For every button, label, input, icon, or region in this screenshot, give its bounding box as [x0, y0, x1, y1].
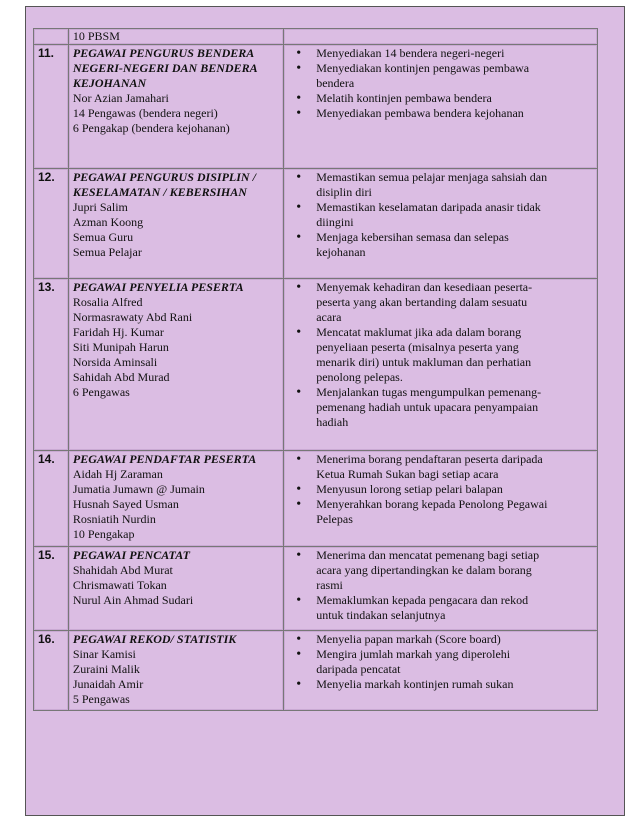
duties-list: [288, 452, 593, 527]
duties-cell: [284, 45, 598, 169]
committee-member: Nurul Ain Ahmad Sudari: [72, 593, 194, 607]
duties-list: [288, 46, 593, 121]
duties-cell: [284, 29, 598, 45]
committee-member: Sahidah Abd Murad: [72, 370, 170, 384]
duty-line: Ketua Rumah Sukan bagi setiap acara: [316, 467, 499, 481]
committee-title-line: PEGAWAI PENDAFTAR PESERTA: [72, 452, 257, 466]
duty-line: • Memastikan keselamatan daripada anasir tidak: [316, 200, 541, 214]
committee-member: Normasrawaty Abd Rani: [72, 310, 193, 324]
duty-line: • Menyemak kehadiran dan kesediaan peserta-: [316, 280, 533, 294]
members-text: 10 PBSM: [72, 29, 120, 43]
committee-title: [73, 280, 279, 295]
duty-line: • Menyusun lorong setiap pelari balapan: [316, 482, 503, 496]
duty-line: • Menyelia papan markah (Score board): [316, 632, 501, 646]
duty-item: [316, 647, 593, 677]
duty-line: kejohanan: [316, 245, 366, 259]
committee-title: [73, 452, 279, 467]
duty-line: • Menjaga kebersihan semasa dan selepas: [316, 230, 509, 244]
duty-item: [316, 61, 593, 91]
table-row: [34, 29, 598, 45]
duty-line: acara yang dipertandingkan ke dalam borang: [316, 563, 532, 577]
duty-line: bendera: [316, 76, 355, 90]
committee-member: Chrismawati Tokan: [72, 578, 167, 592]
duties-list: [288, 548, 593, 623]
duty-line: • Melatih kontinjen pembawa bendera: [316, 91, 492, 105]
committee-member: 6 Pengawas: [72, 385, 130, 399]
row-number: 15.: [34, 547, 69, 631]
committee-member: 5 Pengawas: [72, 692, 130, 706]
duty-line: • Memaklumkan kepada pengacara dan rekod: [316, 593, 529, 607]
duty-item: [316, 497, 593, 527]
committee-member: Rosniatih Nurdin: [72, 512, 156, 526]
committee-member: Semua Guru: [72, 230, 134, 244]
committee-member: Semua Pelajar: [72, 245, 142, 259]
committee-title-line: PEGAWAI PENYELIA PESERTA: [72, 280, 244, 294]
duty-line: • Mencatat maklumat jika ada dalam borang: [316, 325, 522, 339]
duties-list: [288, 280, 593, 430]
duty-item: [316, 91, 593, 106]
duty-line: acara: [316, 310, 342, 324]
committee-cell: [68, 169, 283, 279]
committee-member: 6 Pengakap (bendera kejohanan): [72, 121, 230, 135]
committee-member: Siti Munipah Harun: [72, 340, 169, 354]
committee-member: Junaidah Amir: [72, 677, 144, 691]
duty-item: [316, 280, 593, 325]
duty-line: daripada pencatat: [316, 662, 401, 676]
committee-member: Sinar Kamisi: [72, 647, 136, 661]
duty-item: [316, 593, 593, 623]
duties-list: [288, 632, 593, 692]
duty-item: [316, 385, 593, 430]
duties-cell: [284, 279, 598, 451]
committee-cell: [68, 451, 283, 547]
duty-line: • Mengira jumlah markah yang diperolehi: [316, 647, 511, 661]
committee-member: Jupri Salim: [72, 200, 128, 214]
duty-line: • Menjalankan tugas mengumpulkan pemenang-: [316, 385, 542, 399]
duty-line: pemenang hadiah untuk upacara penyampaian: [316, 400, 539, 414]
row-number: 13.: [34, 279, 69, 451]
committee-title: [73, 46, 279, 91]
table-row: [34, 451, 598, 547]
committee-cell: [68, 279, 283, 451]
duty-line: penyeliaan peserta (misalnya peserta yang: [316, 340, 519, 354]
committee-member: Jumatia Jumawn @ Jumain: [72, 482, 205, 496]
committee-member: Husnah Sayed Usman: [72, 497, 179, 511]
table-row: [34, 45, 598, 169]
duty-line: • Menyediakan pembawa bendera kejohanan: [316, 106, 524, 120]
duties-cell: [284, 169, 598, 279]
committee-title-line: NEGERI-NEGERI DAN BENDERA: [72, 61, 258, 75]
duty-item: [316, 230, 593, 260]
committee-title-line: PEGAWAI REKOD/ STATISTIK: [72, 632, 237, 646]
duty-line: diingini: [316, 215, 354, 229]
row-number-cell: [34, 29, 69, 45]
table-row: [34, 169, 598, 279]
duty-item: [316, 482, 593, 497]
committee-title: [73, 170, 279, 200]
committee-members-cell: [68, 29, 283, 45]
duty-line: menarik diri) untuk makluman dan perhatian: [316, 355, 532, 369]
duty-item: [316, 170, 593, 200]
duty-item: [316, 548, 593, 593]
duties-list: [288, 170, 593, 260]
committee-cell: [68, 45, 283, 169]
committee-title-line: KEJOHANAN: [72, 76, 147, 90]
duty-line: hadiah: [316, 415, 349, 429]
committee-member: Aidah Hj Zaraman: [72, 467, 163, 481]
duty-item: [316, 106, 593, 121]
duties-cell: [284, 451, 598, 547]
duty-line: untuk tindakan selanjutnya: [316, 608, 446, 622]
committee-title-line: PEGAWAI PENCATAT: [72, 548, 190, 562]
duty-item: [316, 677, 593, 692]
row-number: 11.: [34, 45, 69, 169]
duty-item: [316, 452, 593, 482]
duty-line: • Menyerahkan borang kepada Penolong Pegawai: [316, 497, 548, 511]
committee-title: [73, 548, 279, 563]
table-row: [34, 631, 598, 711]
table-row: [34, 279, 598, 451]
row-number: 14.: [34, 451, 69, 547]
duty-line: Pelepas: [316, 512, 353, 526]
duty-item: [316, 632, 593, 647]
duty-line: • Menyediakan kontinjen pengawas pembawa: [316, 61, 530, 75]
committee-member: Norsida Aminsali: [72, 355, 158, 369]
duty-line: • Menyediakan 14 bendera negeri-negeri: [316, 46, 505, 60]
committee-cell: [68, 547, 283, 631]
duty-line: penolong pelepas.: [316, 370, 403, 384]
duty-line: rasmi: [316, 578, 343, 592]
duty-line: • Memastikan semua pelajar menjaga sahsiah dan: [316, 170, 548, 184]
duty-item: [316, 325, 593, 385]
table-row: [34, 547, 598, 631]
committee-member: 14 Pengawas (bendera negeri): [72, 106, 218, 120]
committee-cell: [68, 631, 283, 711]
duty-item: [316, 200, 593, 230]
committee-table: [33, 28, 598, 711]
row-number: 16.: [34, 631, 69, 711]
committee-member: Nor Azian Jamahari: [72, 91, 169, 105]
committee-member: Rosalia Alfred: [72, 295, 143, 309]
duty-line: • Menerima borang pendaftaran peserta daripada: [316, 452, 543, 466]
committee-member: Azman Koong: [72, 215, 144, 229]
duty-line: disiplin diri: [316, 185, 372, 199]
row-number: 12.: [34, 169, 69, 279]
duty-line: • Menerima dan mencatat pemenang bagi setiap: [316, 548, 540, 562]
committee-title-line: PEGAWAI PENGURUS BENDERA: [72, 46, 255, 60]
committee-title: [73, 632, 279, 647]
committee-title-line: PEGAWAI PENGURUS DISIPLIN /: [72, 170, 256, 184]
committee-member: 10 Pengakap: [72, 527, 135, 541]
duty-line: peserta yang akan bertanding dalam sesuatu: [316, 295, 528, 309]
committee-title-line: KESELAMATAN / KEBERSIHAN: [72, 185, 247, 199]
committee-member: Faridah Hj. Kumar: [72, 325, 164, 339]
duty-item: [316, 46, 593, 61]
duties-cell: [284, 631, 598, 711]
duty-line: • Menyelia markah kontinjen rumah sukan: [316, 677, 514, 691]
duties-cell: [284, 547, 598, 631]
committee-member: Shahidah Abd Murat: [72, 563, 173, 577]
committee-member: Zuraini Malik: [72, 662, 140, 676]
